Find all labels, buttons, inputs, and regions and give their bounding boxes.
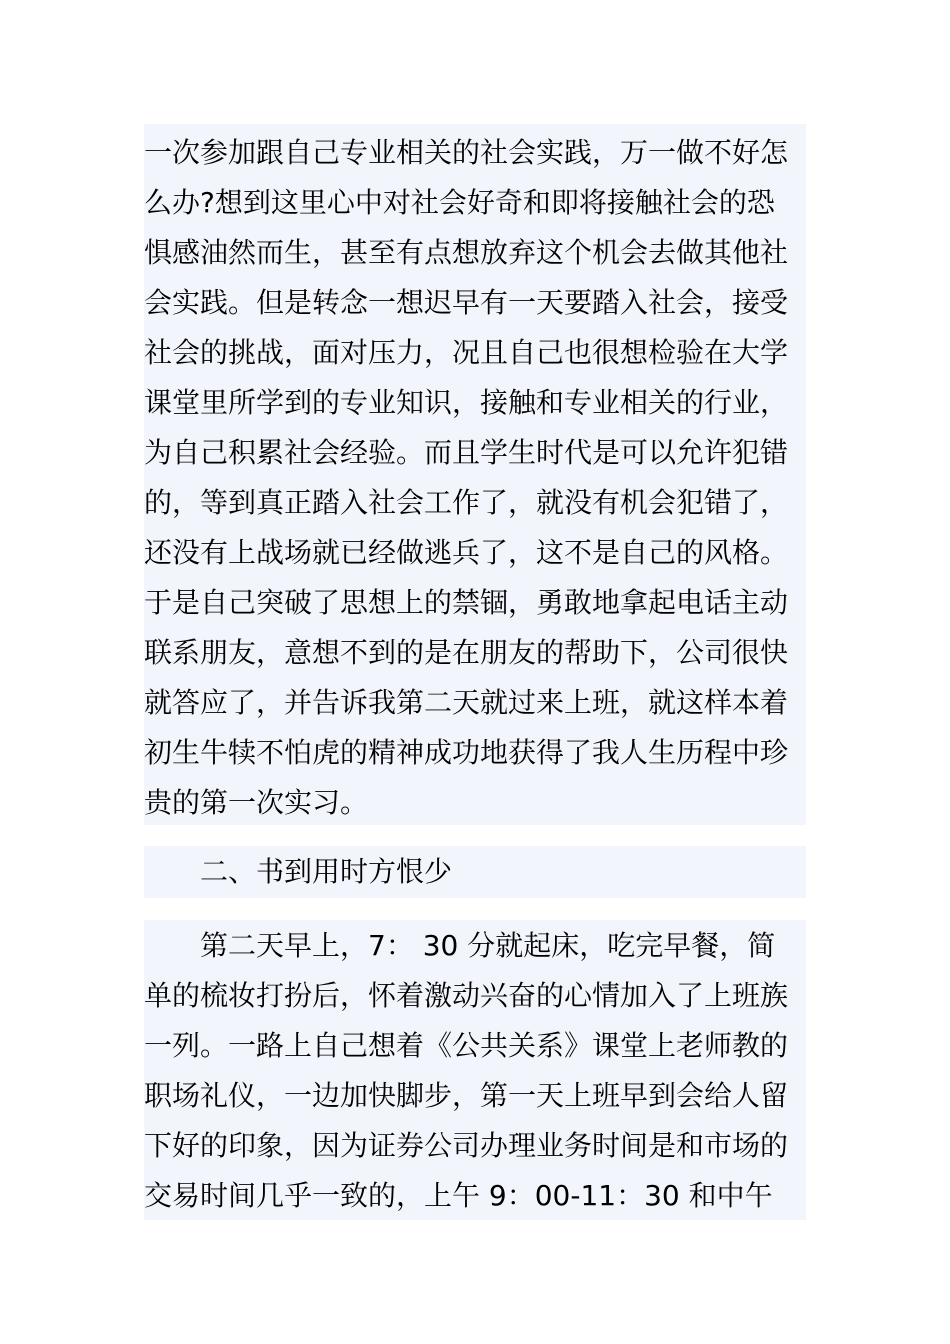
paragraph-line: 么办?想到这里心中对社会好奇和即将接触社会的恐 [144, 186, 775, 219]
paragraph-line: 的，等到真正踏入社会工作了，就没有机会犯错了， [144, 486, 789, 519]
paragraph-2 [144, 920, 806, 1220]
paragraph-line: 一列。一路上自己想着《公共关系》课堂上老师教的 [144, 1029, 789, 1062]
paragraph-line: 初生牛犊不怕虎的精神成功地获得了我人生历程中珍 [144, 736, 789, 769]
paragraph-line: 联系朋友，意想不到的是在朋友的帮助下，公司很快 [144, 636, 789, 669]
paragraph-line: 会实践。但是转念一想迟早有一天要踏入社会，接受 [144, 286, 789, 319]
paragraph-line: 就答应了，并告诉我第二天就过来上班，就这样本着 [144, 686, 789, 719]
paragraph-line: 贵的第一次实习。 [144, 786, 369, 819]
paragraph-line: 第二天早上，7： 30 分就起床，吃完早餐，简 [200, 929, 776, 962]
paragraph-line: 为自己积累社会经验。而且学生时代是可以允许犯错 [144, 436, 789, 469]
paragraph-line: 惧感油然而生，甚至有点想放弃这个机会去做其他社 [144, 236, 789, 269]
paragraph-line: 社会的挑战，面对压力，况且自己也很想检验在大学 [144, 336, 789, 369]
paragraph-line: 交易时间几乎一致的，上午 9：00-11：30 和中午 [144, 1179, 773, 1212]
paragraph-line: 还没有上战场就已经做逃兵了，这不是自己的风格。 [144, 536, 789, 569]
paragraph-line: 职场礼仪，一边加快脚步，第一天上班早到会给人留 [144, 1079, 789, 1112]
paragraph-line: 单的梳妆打扮后，怀着激动兴奋的心情加入了上班族 [144, 979, 789, 1012]
paragraph-line: 课堂里所学到的专业知识，接触和专业相关的行业， [144, 386, 789, 419]
section-heading: 二、书到用时方恨少 [200, 855, 453, 888]
paragraph-line: 下好的印象，因为证券公司办理业务时间是和市场的 [144, 1129, 789, 1162]
paragraph-1 [144, 124, 806, 825]
section-heading-block [144, 846, 806, 898]
paragraph-line: 一次参加跟自己专业相关的社会实践，万一做不好怎 [144, 136, 789, 169]
paragraph-line: 于是自己突破了思想上的禁锢，勇敢地拿起电话主动 [144, 586, 789, 619]
